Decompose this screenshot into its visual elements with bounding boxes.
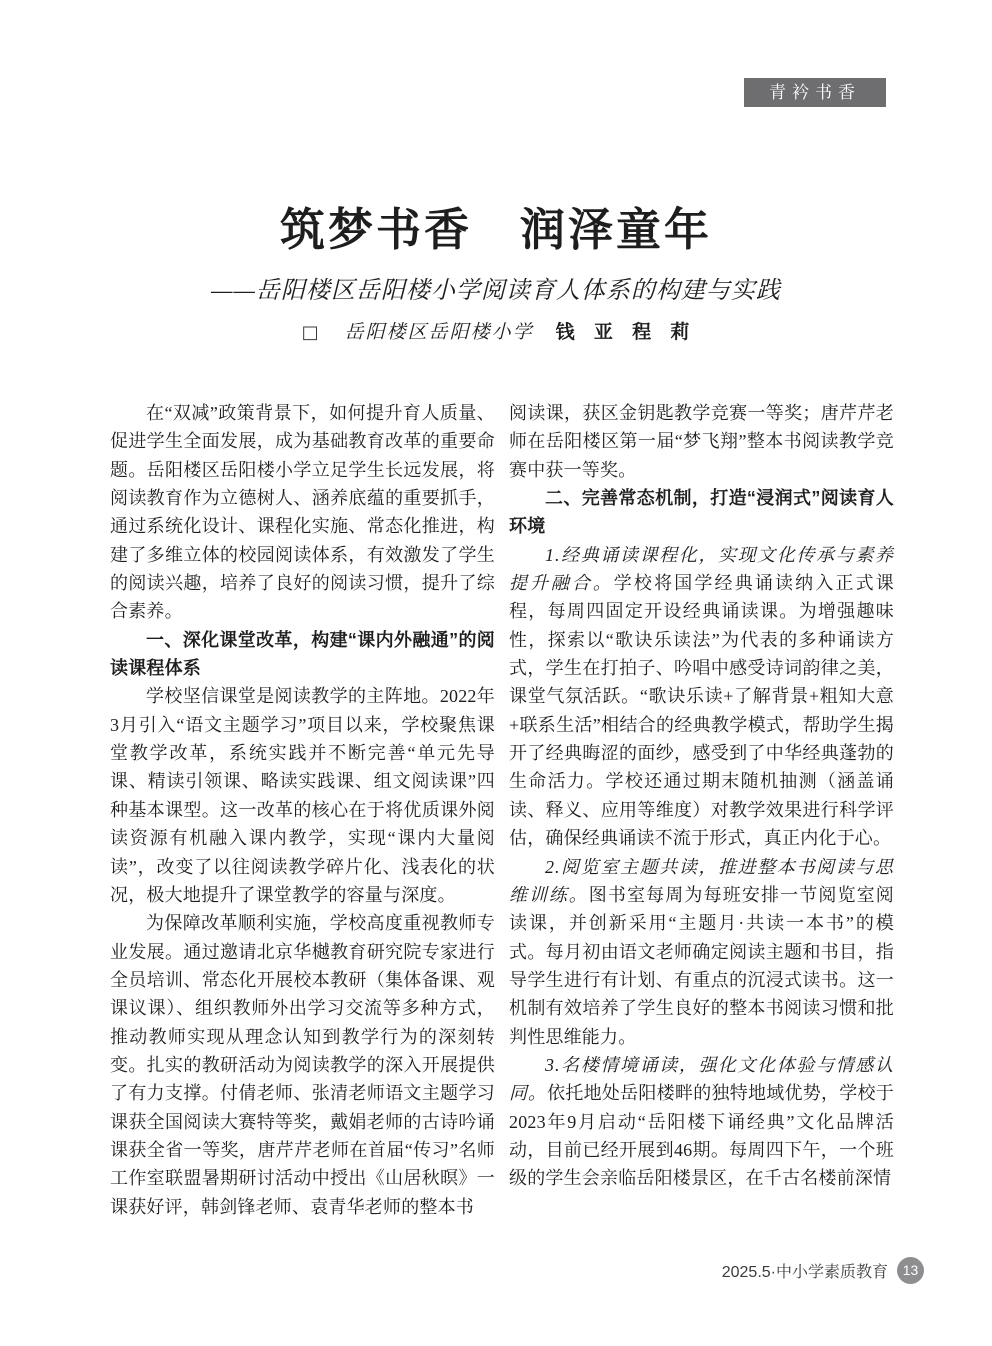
article-subtitle: ——岳阳楼区岳阳楼小学阅读育人体系的构建与实践 [211,278,781,304]
paragraph-subpoint-1 [509,541,894,853]
section-heading-1: 一、深化课堂改革，构建“课内外融通”的阅读课程体系 [110,629,495,679]
page-number-badge: 13 [897,1257,924,1284]
byline-square-icon: □ [301,322,319,343]
page-footer [722,1257,924,1284]
section-heading-2: 二、完善常态机制，打造“浸润式”阅读育人环境 [509,488,894,537]
byline [0,317,992,344]
byline-affiliation: 岳阳楼区岳阳楼小学 [344,322,534,343]
subpoint-3-body: 依托地处岳阳楼畔的独特地域优势，学校于2023年9月启动“岳阳楼下诵经典”文化品牌活动，目前已经开展到46期。每周四下午，一个班级的学生会亲临岳阳楼景区，在千古名楼前深情 [509,1083,894,1189]
journal-issue-label: 2025.5·中小学素质教育 [721,1264,888,1281]
subpoint-1-body: 学校将国学经典诵读纳入正式课程，每周四固定开设经典诵读课。为增强趣味性，探索以“歌诀乐读法”为代表的多种诵读方式，学生在打拍子、吟唱中感受诗词韵律之美，课堂气氛活跃。“歌诀乐读+了解背景+粗知大意+联系生活”相结合的经典教学模式，帮助学生揭开了经典晦涩的面纱，感受到了中华经典蓬勃的生命活力。学校还通过期末随机抽测（涵盖诵读、释义、应用等维度）对教学效果进行科学评估，确保经典诵读不流于形式，真正内化于心。 [509,573,894,849]
byline-authors: 钱 亚 程 莉 [555,322,691,343]
article-body [110,399,894,1221]
paragraph-classroom-reform: 学校坚信课堂是阅读教学的主阵地。2022年3月引入“语文主题学习”项目以来，学校聚焦课堂教学改革，系统实践并不断完善“单元先导课、精读引领课、略读实践课、组文阅读课”四种基本课型。这一改革的核心在于将优质课外阅读资源有机融入课内教学，实现“课内大量阅读”，改变了以往阅读教学碎片化、浅表化的状况，极大地提升了课堂教学的容量与深度。 [110,686,495,905]
right-column [509,399,894,1221]
subpoint-1-lead: 1.经典诵读课程化，实现文化传承与素养提升融合。 [509,544,894,594]
section-badge: 青衿书香 [744,78,886,107]
article-title: 筑梦书香 润泽童年 [279,205,712,255]
paragraph-subpoint-3 [509,1051,894,1193]
paragraph-subpoint-2 [509,853,894,1051]
paragraph-teacher-development-continued: 阅读课，获区金钥匙教学竞赛一等奖；唐芹芹老师在岳阳楼区第一届“梦飞翔”整本书阅读教学竞赛中获一等奖。 [509,403,894,480]
subpoint-3-lead: 3.名楼情境诵读，强化文化体验与情感认同。 [509,1054,894,1104]
paragraph-teacher-development: 为保障改革顺利实施，学校高度重视教师专业发展。通过邀请北京华樾教育研究院专家进行全员培训、常态化开展校本教研（集体备课、观课议课）、组织教师外出学习交流等多种方式，推动教师实现从理念认知到教学行为的深刻转变。扎实的教研活动为阅读教学的深入开展提供了有力支撑。付倩老师、张清老师语文主题学习课获全国阅读大赛特等奖，戴娟老师的古诗吟诵课获全省一等奖，唐芹芹老师在首届“传习”名师工作室联盟暑期研讨活动中授出《山居秋暝》一课获好评，韩剑锋老师、袁青华老师的整本书 [110,913,495,1217]
subpoint-2-lead: 2.阅览室主题共读，推进整本书阅读与思维训练。 [509,856,894,905]
paragraph-intro: 在“双减”政策背景下，如何提升育人质量、促进学生全面发展，成为基础教育改革的重要命题。岳阳楼区岳阳楼小学立足学生长远发展，将阅读教育作为立德树人、涵养底蕴的重要抓手，通过系统化设计、课程化实施、常态化推进，构建了多维立体的校园阅读体系，有效激发了学生的阅读兴趣，培养了良好的阅读习惯，提升了综合素养。 [110,403,495,622]
left-column [110,399,495,1221]
subpoint-2-body: 图书室每周为每班安排一节阅览室阅读课，并创新采用“主题月·共读一本书”的模式。每月初由语文老师确定阅读主题和书目，指导学生进行有计划、有重点的沉浸式读书。这一机制有效培养了学生良好的整本书阅读习惯和批判性思维能力。 [509,884,894,1047]
